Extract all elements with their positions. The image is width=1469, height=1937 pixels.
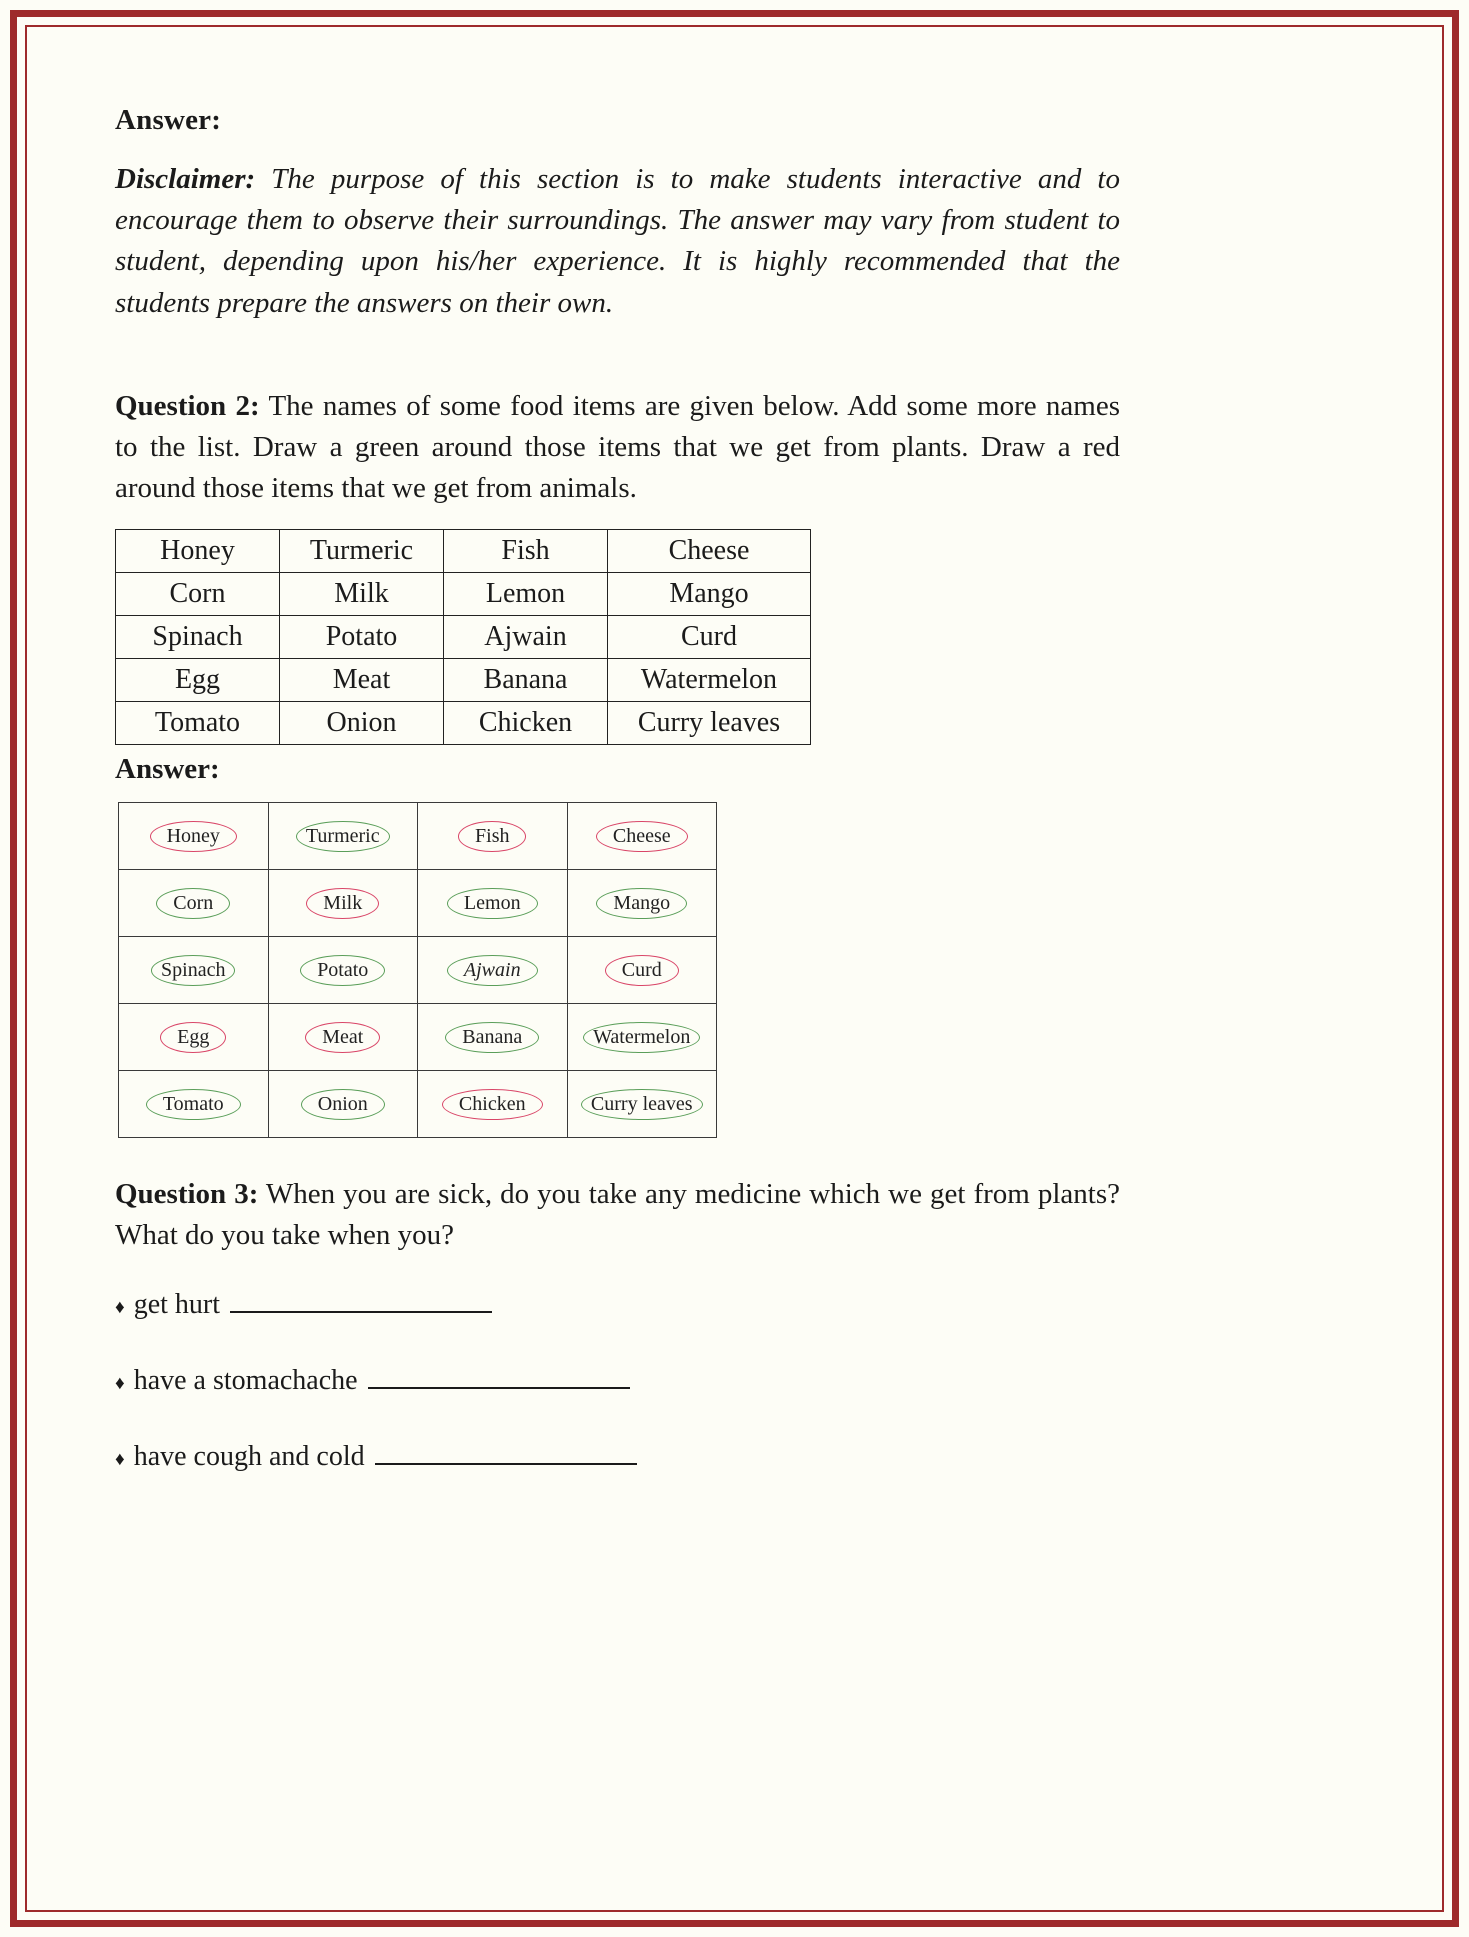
table-row <box>116 616 811 659</box>
circled-item-curd: Curd <box>605 953 679 988</box>
bullet-text: have cough and cold <box>133 1440 365 1472</box>
list-item <box>115 1435 1120 1473</box>
table-cell <box>418 803 568 870</box>
disclaimer-text: The purpose of this section is to make students interactive and to encourage them to observe their surroundings. The answer may vary from student to student, depending upon his/her experience. It is highly recommended that the students prepare the answers on their own. <box>115 163 1120 319</box>
table-cell <box>567 1071 717 1138</box>
table-cell <box>567 937 717 1004</box>
circled-answer-table <box>118 802 717 1138</box>
disclaimer-paragraph <box>115 159 1120 324</box>
circled-item-mango: Mango <box>596 886 687 921</box>
table-cell: Tomato <box>116 702 280 745</box>
table-cell <box>268 1071 418 1138</box>
table-cell: Ajwain <box>444 616 608 659</box>
table-cell <box>119 937 269 1004</box>
table-row <box>116 702 811 745</box>
table-cell: Cheese <box>608 530 811 573</box>
answer-blank-line[interactable] <box>375 1435 637 1465</box>
table-cell: Curd <box>608 616 811 659</box>
table-cell <box>268 1004 418 1071</box>
table-cell <box>418 937 568 1004</box>
circled-item-spinach: Spinach <box>151 953 235 988</box>
table-cell <box>268 937 418 1004</box>
table-cell: Milk <box>280 573 444 616</box>
circled-item-tomato: Tomato <box>146 1087 241 1122</box>
question-3-text: When you are sick, do you take any medicine which we get from plants? What do you take when you? <box>115 1178 1121 1252</box>
answer-blank-line[interactable] <box>368 1359 630 1389</box>
table-cell: Curry leaves <box>608 702 811 745</box>
question-3-block <box>115 1174 1120 1256</box>
table-row <box>119 937 717 1004</box>
circled-item-milk: Milk <box>306 886 379 921</box>
circled-item-onion: Onion <box>301 1087 385 1122</box>
table-cell: Meat <box>280 659 444 702</box>
disclaimer-lead: Disclaimer: <box>115 163 256 195</box>
circled-item-corn: Corn <box>156 886 230 921</box>
circled-item-cheese: Cheese <box>596 819 688 854</box>
circled-item-lemon: Lemon <box>447 886 538 921</box>
question-3-bullet-list <box>115 1283 1120 1473</box>
table-cell <box>268 803 418 870</box>
table-cell: Banana <box>444 659 608 702</box>
table-cell <box>418 870 568 937</box>
page-content <box>115 104 1120 1511</box>
table-cell <box>119 1004 269 1071</box>
diamond-bullet-icon: ♦ <box>115 1296 125 1318</box>
circled-item-egg: Egg <box>160 1020 226 1055</box>
circled-item-meat: Meat <box>305 1020 380 1055</box>
table-cell: Honey <box>116 530 280 573</box>
question-3-label: Question 3: <box>115 1178 259 1211</box>
answer-blank-line[interactable] <box>230 1283 492 1313</box>
table-cell: Onion <box>280 702 444 745</box>
bullet-text: get hurt <box>133 1288 221 1320</box>
circled-item-curry-leaves: Curry leaves <box>581 1087 703 1122</box>
question-2-block <box>115 386 1120 510</box>
circled-item-honey: Honey <box>150 819 237 854</box>
table-cell <box>119 803 269 870</box>
diamond-bullet-icon: ♦ <box>115 1448 125 1470</box>
table-row <box>116 530 811 573</box>
table-cell: Watermelon <box>608 659 811 702</box>
table-cell: Spinach <box>116 616 280 659</box>
circled-item-potato: Potato <box>300 953 385 988</box>
table-cell: Chicken <box>444 702 608 745</box>
table-row <box>119 870 717 937</box>
table-cell: Corn <box>116 573 280 616</box>
table-cell: Mango <box>608 573 811 616</box>
table-row <box>119 803 717 870</box>
circled-item-banana: Banana <box>445 1020 539 1055</box>
table-cell <box>119 870 269 937</box>
answer-heading-1: Answer: <box>115 104 222 136</box>
table-row <box>119 1004 717 1071</box>
table-cell <box>268 870 418 937</box>
table-cell <box>567 1004 717 1071</box>
table-cell <box>567 870 717 937</box>
table-cell <box>567 803 717 870</box>
table-cell <box>418 1004 568 1071</box>
table-cell: Fish <box>444 530 608 573</box>
table-row <box>116 659 811 702</box>
table-cell <box>418 1071 568 1138</box>
list-item <box>115 1359 1120 1397</box>
table-cell: Egg <box>116 659 280 702</box>
table-cell <box>119 1071 269 1138</box>
food-items-table <box>115 529 811 745</box>
circled-item-fish: Fish <box>458 819 526 854</box>
circled-item-watermelon: Watermelon <box>583 1020 700 1055</box>
circled-item-ajwain: Ajwain <box>447 953 538 988</box>
table-cell: Lemon <box>444 573 608 616</box>
question-2-text: The names of some food items are given below. Add some more names to the list. Draw a green around those items that we get from plants. Draw a red around those items that we get from animals. <box>115 389 1120 505</box>
diamond-bullet-icon: ♦ <box>115 1372 125 1394</box>
question-2-label: Question 2: <box>115 389 260 422</box>
table-row <box>116 573 811 616</box>
circled-answer-table-body <box>119 803 717 1138</box>
table-row <box>119 1071 717 1138</box>
circled-item-turmeric: Turmeric <box>296 819 390 854</box>
bullet-text: have a stomachache <box>133 1364 358 1396</box>
circled-item-chicken: Chicken <box>442 1087 543 1122</box>
table-cell: Potato <box>280 616 444 659</box>
food-items-table-body <box>116 530 811 745</box>
list-item <box>115 1283 1120 1321</box>
table-cell: Turmeric <box>280 530 444 573</box>
answer-heading-2: Answer: <box>115 753 220 786</box>
